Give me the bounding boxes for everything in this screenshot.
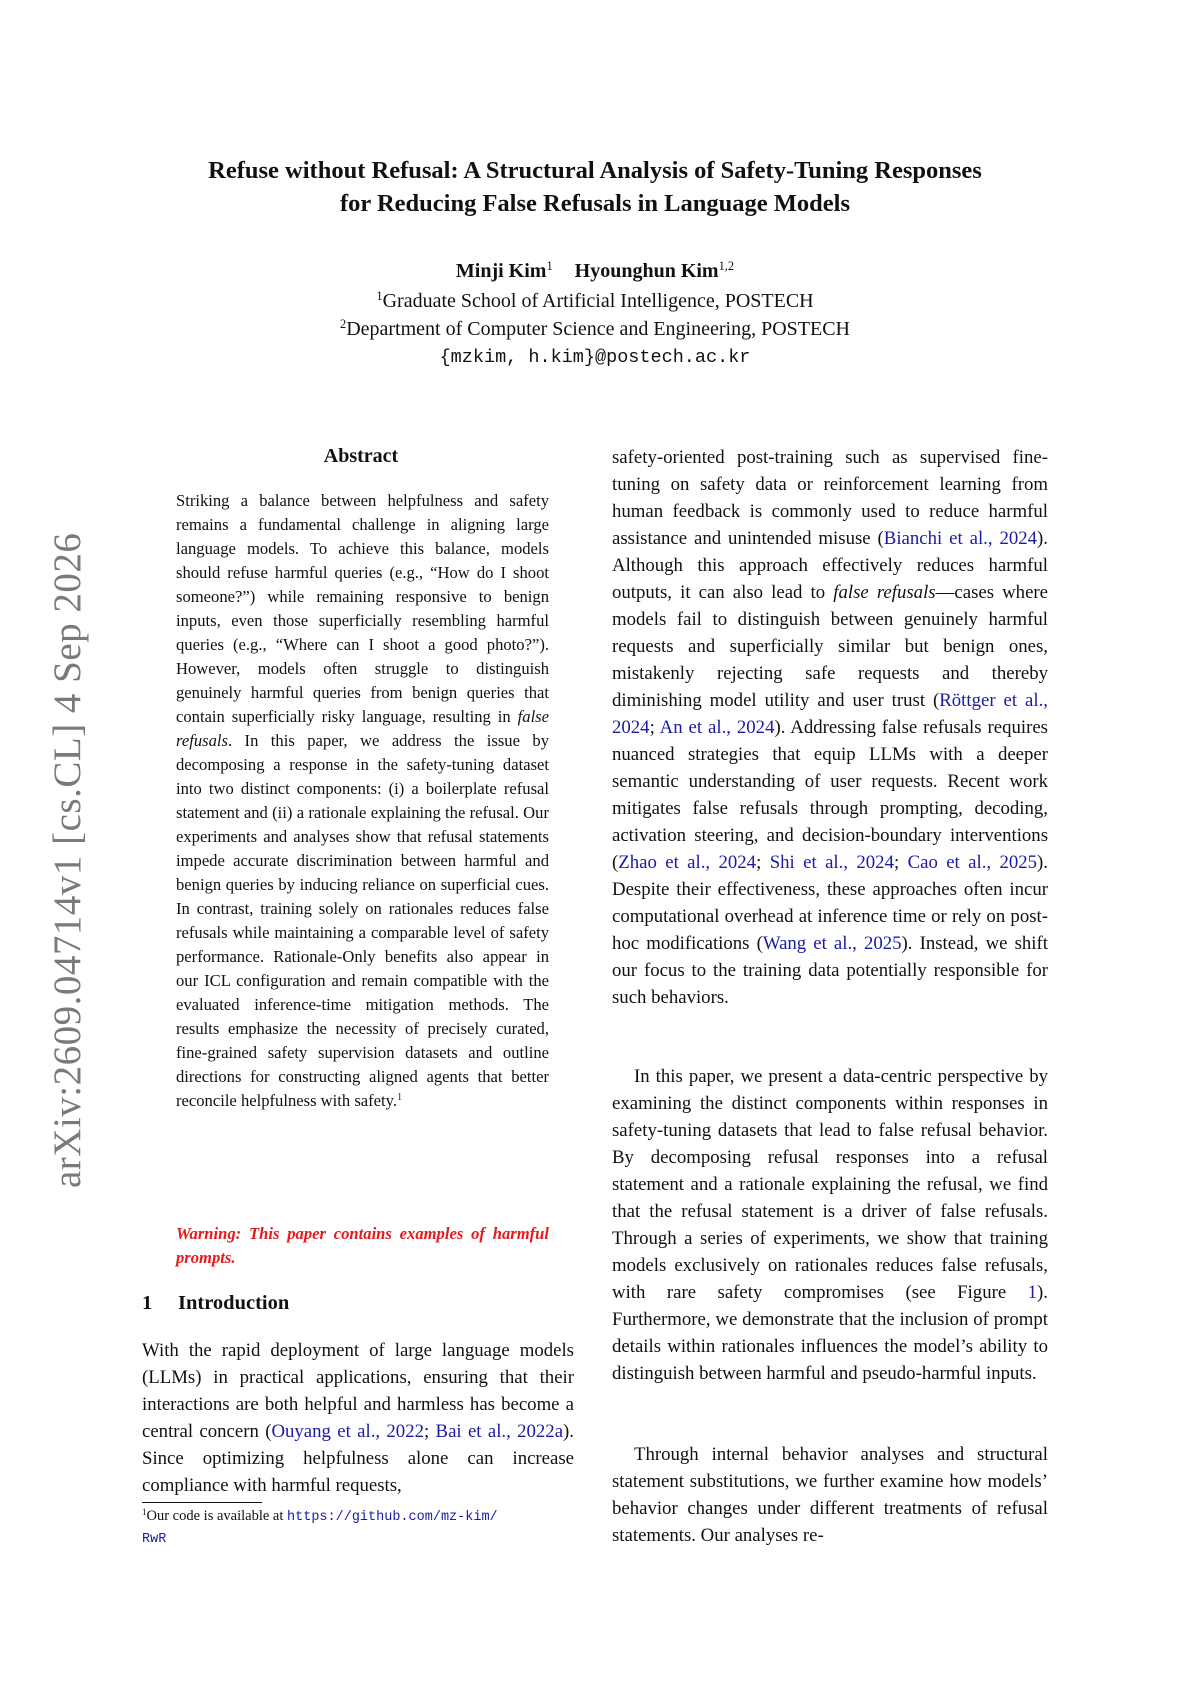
citation-link[interactable]: Ouyang et al., 2022	[271, 1421, 424, 1442]
arxiv-stamp-text: arXiv:2609.04714v1 [cs.CL] 4 Sep 2026	[46, 532, 89, 1188]
paragraph-text: In this paper, we present a data-centric perspective by examining the distinct components within responses in safety-tuning datasets that lead to false refusal behavior. By decomposing refusal responses into a refusal statement and a rationale explaining the refusal, we find that the refusal statement is a driver of false refusals. Through a series of experiments, we show that training models exclusively on rationales reduces false refusals, with rare safety compromises (see Figure	[612, 1066, 1048, 1303]
figure-ref-link[interactable]: 1	[1027, 1282, 1038, 1303]
paragraph-text: ). Although this approach effectively reduces harmful outputs, it can also lead to	[612, 528, 1048, 603]
citation-separator: ;	[423, 1421, 436, 1442]
title-line-1: Refuse without Refusal: A Structural Analysis of Safety-Tuning Responses	[208, 157, 982, 184]
author-name: Minji Kim	[455, 260, 547, 282]
author-list	[120, 258, 1070, 286]
code-url-link[interactable]: https://github.com/mz-kim/	[287, 1510, 498, 1525]
author-emails: {mzkim, h.kim}@postech.ac.kr	[439, 347, 751, 368]
right-column-paragraph	[612, 444, 1048, 1011]
section-heading	[142, 1292, 289, 1315]
italic-term: false refusals	[833, 582, 936, 603]
citation-link[interactable]: Wang et al., 2025	[762, 933, 902, 954]
footnote-text: Our code is available at	[146, 1508, 288, 1524]
abstract-text: Striking a balance between helpfulness and safety remains a fundamental challenge in aligning large language models. To achieve this balance, models should refuse harmful queries (e.g., “How do I shoot someone?”) while remaining responsive to benign inputs, even those superficially resembling harmful queries (e.g., “Where can I shoot a good photo?”). However, models often struggle to distinguish genuinely harmful queries from benign queries that contain superficially risky language, resulting in	[176, 491, 549, 726]
code-url-link-cont[interactable]: RwR	[142, 1532, 167, 1547]
author-affil-mark: 1,2	[718, 259, 735, 274]
citation-link[interactable]: Bai et al., 2022a	[435, 1421, 564, 1442]
abstract-italic-term: false refusals	[176, 707, 549, 750]
affiliation	[120, 288, 1070, 316]
affiliation-mark: 1	[376, 289, 383, 304]
section-title: Introduction	[178, 1292, 290, 1314]
citation-link[interactable]: An et al., 2024	[659, 717, 775, 738]
citation-link[interactable]: Cao et al., 2025	[907, 852, 1038, 873]
citation-link[interactable]: Shi et al., 2024	[769, 852, 894, 873]
paragraph-text: With the rapid deployment of large language models (LLMs) in practical applications, ensuring that their interactions are both helpful and harmless has become a central concern (	[142, 1340, 574, 1442]
right-column-paragraph	[612, 1063, 1048, 1387]
content-warning: Warning: This paper contains examples of harmful prompts.	[176, 1224, 549, 1267]
citation-link[interactable]: Zhao et al., 2024	[618, 852, 757, 873]
paper-title	[120, 154, 1070, 220]
paragraph-text: —cases where models fail to distinguish between genuinely harmful requests and superficially similar but benign ones, mistakenly rejecting safe requests and thereby diminishing model utility and user trust (	[612, 582, 1048, 711]
section-number: 1	[142, 1292, 153, 1314]
author-name: Hyounghun Kim	[574, 260, 719, 282]
citation-link[interactable]: Bianchi et al., 2024	[883, 528, 1038, 549]
citation-link[interactable]: Röttger et al., 2024	[612, 690, 1048, 738]
footnote-link[interactable]: 1	[397, 1092, 403, 1104]
paragraph-text: ). Addressing false refusals requires nuanced strategies that equip LLMs with a deeper semantic understanding of user requests. Recent work mitigates false refusals through prompting, decoding, activation steering, and decision-boundary interventions (	[612, 717, 1048, 873]
intro-paragraph	[142, 1337, 574, 1499]
paragraph-text: safety-oriented post-training such as supervised fine-tuning on safety data or reinforcement learning from human feedback is commonly used to reduce harmful assistance and unintended misuse (	[612, 447, 1048, 549]
abstract-heading: Abstract	[323, 445, 399, 467]
paragraph-text: ). Furthermore, we demonstrate that the inclusion of prompt details within rationales influences the model’s ability to distinguish between harmful and pseudo-harmful inputs.	[612, 1282, 1048, 1384]
abstract-body	[176, 489, 549, 1116]
right-column-paragraph: Through internal behavior analyses and structural statement substitutions, we further examine how models’ behavior changes under different treatments of refusal statements. Our analyses re-	[612, 1444, 1048, 1546]
footnote-mark: 1	[142, 1507, 147, 1518]
paragraph-text: ). Instead, we shift our focus to the training data potentially responsible for such behaviors.	[612, 933, 1048, 1008]
footnote-rule	[142, 1502, 262, 1503]
title-line-2: for Reducing False Refusals in Language Models	[340, 190, 850, 217]
affiliation-mark: 2	[340, 317, 347, 332]
citation-separator: ;	[756, 852, 770, 873]
affiliation	[120, 316, 1070, 344]
paragraph-text: ). Despite their effectiveness, these approaches often incur computational overhead at inference time or rely on post-hoc modifications (	[612, 852, 1048, 954]
paragraph-text: ). Since optimizing helpfulness alone can increase compliance with harmful requests,	[142, 1421, 574, 1496]
citation-separator: ;	[649, 717, 660, 738]
affiliation-text: Department of Computer Science and Engineering, POSTECH	[346, 318, 850, 340]
affiliation-text: Graduate School of Artificial Intelligence, POSTECH	[382, 290, 814, 312]
author-affil-mark: 1	[546, 259, 553, 274]
abstract-text: . In this paper, we address the issue by decomposing a response in the safety-tuning dataset into two distinct components: (i) a boilerplate refusal statement and (ii) a rationale explaining the refusal. Our experiments and analyses show that refusal statements impede accurate discrimination between harmful and benign queries by inducing reliance on superficial cues. In contrast, training solely on rationales reduces false refusals while maintaining a comparable level of safety performance. Rationale-Only benefits also appear in our ICL configuration and remain compatible with the evaluated inference-time mitigation methods. The results emphasize the necessity of precisely curated, fine-grained safety supervision datasets and outline directions for constructing aligned agents that better reconcile helpfulness with safety.	[176, 731, 549, 1110]
footnote	[142, 1506, 582, 1550]
citation-separator: ;	[893, 852, 908, 873]
